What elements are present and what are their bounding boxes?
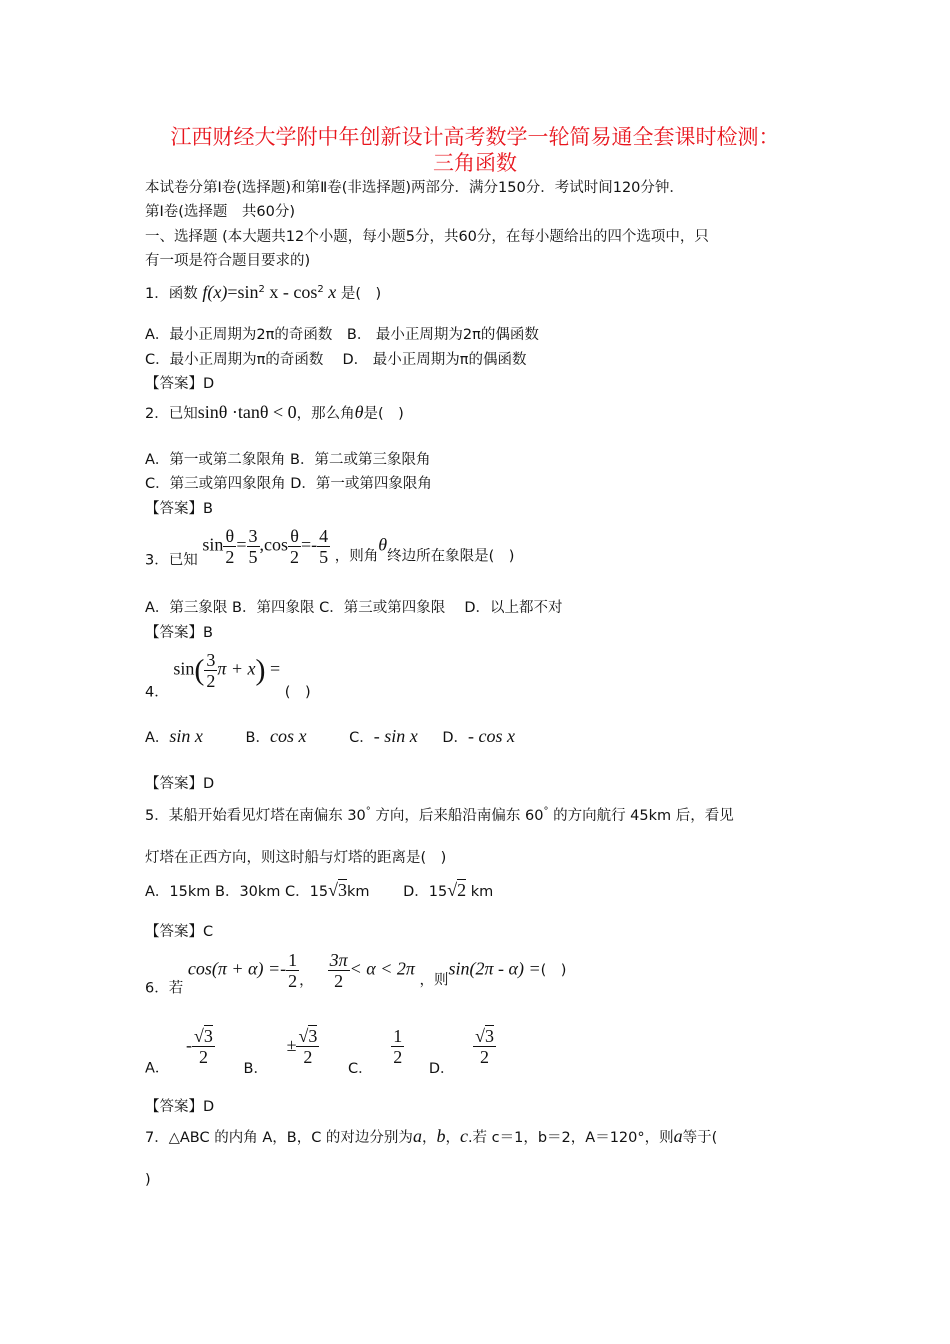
q5-options: A．15km B．30km C．15√3km D．15√2 km — [145, 880, 494, 900]
q3-answer: 【答案】B — [145, 625, 213, 641]
q2-options-cd: C．第三或第四象限角 D．第一或第四象限角 — [145, 476, 432, 492]
q3-options: A．第三象限 B．第四象限 C．第三或第四象限 D．以上都不对 — [145, 600, 563, 616]
q3-stem: 3．已知 sin $\frac{\theta}{2}$ = $\frac{3}{5}$ ,cos $\frac{\theta}{2}$ =- $\frac{4}{5}$ ，则角θ终边所在象限是( ) — [145, 526, 515, 569]
doc-title-line2: 三角函数 — [433, 151, 517, 175]
q7-stem-line2: ) — [145, 1172, 151, 1188]
q7-stem-line1: 7．△ABC 的内角 A，B，C 的对边分别为a，b，c.若 c＝1，b＝2，A＝120°，则a等于( — [145, 1126, 718, 1146]
q2-answer: 【答案】B — [145, 501, 213, 517]
q1-stem: 1．函数 $f(x)=\sin^2$ x - $\cos^2 x$ 是( ) — [145, 281, 382, 302]
q2-stem: 2．已知sinθ ·tanθ < 0，那么角θ是( ) — [145, 402, 404, 422]
q5-stem-line1: 5．某船开始看见灯塔在南偏东 30° 方向，后来船沿南偏东 60° 的方向航行 45km 后，看见 — [145, 806, 734, 824]
q5-answer: 【答案】C — [145, 924, 214, 940]
q1-fx: f(x) — [202, 281, 228, 302]
q1-options-cd: C．最小正周期为π的奇函数 D． 最小正周期为π的偶函数 — [145, 352, 527, 368]
q2-expression: sinθ ·tanθ < 0 — [197, 402, 297, 422]
q4-options: A．sin x B．cos x C．- sin x D．- cos x — [145, 726, 515, 746]
intro-desc: 本试卷分第Ⅰ卷(选择题)和第Ⅱ卷(非选择题)两部分．满分150分．考试时间120分钟． — [145, 180, 684, 196]
q4-stem: 4． sin( $\frac{3}{2}$ π + x) = ( ) — [145, 650, 311, 701]
intro-section-line1: 一、选择题 (本大题共12个小题，每小题5分，共60分，在每小题给出的四个选项中，只 — [145, 229, 709, 245]
q6-stem: 6．若 cos(π + α) =- $\frac{1}{2}$ ， $\frac{3\pi}{2}$ < α < 2π ，则sin(2π - α) =( ) — [145, 950, 567, 997]
q1-options-ab: A．最小正周期为2π的奇函数 B． 最小正周期为2π的偶函数 — [145, 327, 539, 343]
q1-answer: 【答案】D — [145, 376, 215, 392]
q2-options-ab: A．第一或第二象限角 B．第二或第三象限角 — [145, 452, 431, 468]
q5-stem-line2: 灯塔在正西方向，则这时船与灯塔的距离是( ) — [145, 850, 447, 866]
intro-section-line2: 有一项是符合题目要求的) — [145, 253, 311, 269]
intro-part1: 第Ⅰ卷(选择题 共60分) — [145, 204, 296, 220]
q6-options: A． - $\frac{√3}{2}$ B． ± $\frac{√3}{2}$ C． $\frac{1}{2}$ D． $\frac{√3}{2}$ — [145, 1026, 494, 1077]
doc-title-line1: 江西财经大学附中年创新设计高考数学一轮简易通全套课时检测： — [170, 125, 780, 149]
q6-answer: 【答案】D — [145, 1099, 215, 1115]
q4-answer: 【答案】D — [145, 776, 215, 792]
